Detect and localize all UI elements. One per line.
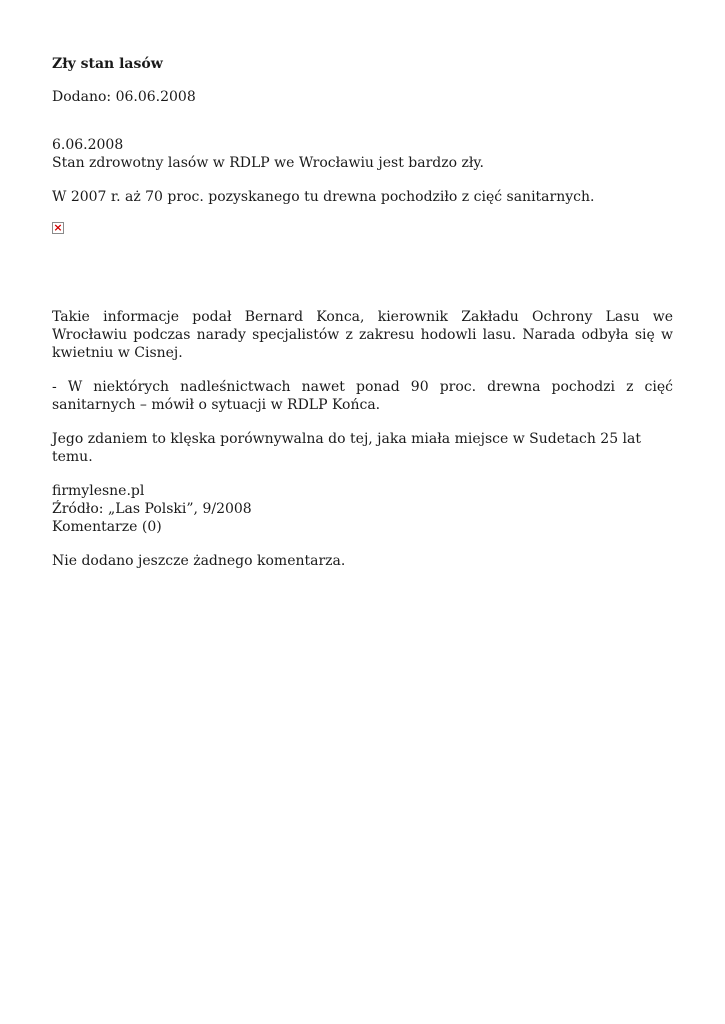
article-title: Zły stan lasów — [52, 56, 163, 72]
lead-block — [52, 136, 673, 172]
source-text: Źródło: „Las Polski”, 9/2008 — [52, 501, 252, 517]
article-date: 6.06.2008 — [52, 137, 124, 153]
broken-image-glyph: × — [53, 221, 63, 234]
source-site: firmylesne.pl — [52, 483, 145, 499]
paragraph-3: - W niektórych nadleśnictwach nawet ponad 90 proc. drewna pochodzi z cięć sanitarnych – mówił o sytuacji w RDLP Końca. — [52, 379, 673, 413]
paragraph-2: Takie informacje podał Bernard Konca, kierownik Zakładu Ochrony Lasu we Wrocławiu podczas narady specjalistów z zakresu hodowli lasu. Narada odbyła się w kwietniu w Cisnej. — [52, 309, 673, 361]
paragraph-1: W 2007 r. aż 70 proc. pozyskanego tu drewna pochodziło z cięć sanitarnych. — [52, 189, 595, 205]
article — [52, 54, 673, 586]
broken-image-icon — [52, 222, 64, 234]
lead-text: Stan zdrowotny lasów w RDLP we Wrocławiu jest bardzo zły. — [52, 155, 484, 171]
comments-count: Komentarze (0) — [52, 519, 162, 535]
paragraph-4: Jego zdaniem to klęska porównywalna do tej, jaka miała miejsce w Sudetach 25 lat temu. — [52, 431, 642, 465]
no-comments-message: Nie dodano jeszcze żadnego komentarza. — [52, 553, 346, 569]
source-block — [52, 482, 673, 536]
date-added: Dodano: 06.06.2008 — [52, 89, 196, 105]
